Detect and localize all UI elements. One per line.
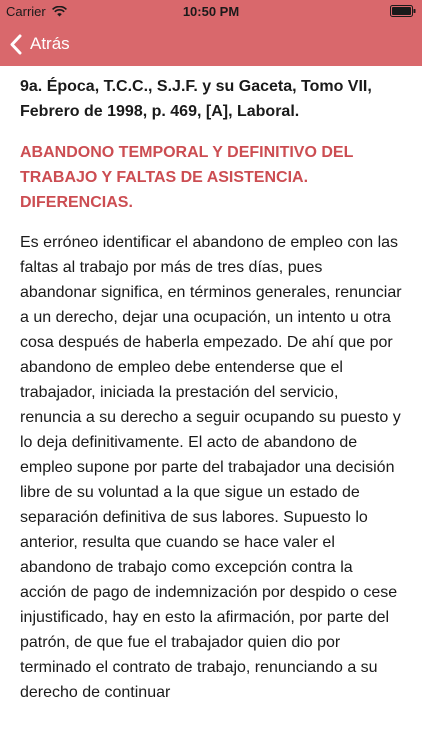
status-right bbox=[211, 5, 416, 17]
status-bar bbox=[0, 0, 422, 22]
status-left bbox=[6, 4, 211, 19]
back-button[interactable] bbox=[10, 34, 70, 55]
article-citation: 9a. Época, T.C.C., S.J.F. y su Gaceta, Tomo VII, Febrero de 1998, p. 469, [A], Laboral. bbox=[20, 78, 372, 120]
article-content[interactable] bbox=[0, 66, 422, 705]
article-body: Es erróneo identificar el abandono de empleo con las faltas al trabajo por más de tres días, pues abandonar significa, en términos generales, renunciar a un derecho, dejar una ocupación, un intento u otra cosa después de haberla empezado. De ahí que por abandono de empleo debe entenderse que el trabajador, iniciada la prestación del servicio, renuncia a su derecho a seguir ocupando su puesto y lo deja definitivamente. El acto de abandono de empleo supone por parte del trabajador una decisión libre de su voluntad a la que sigue un estado de separación definitiva de sus labores. Supuesto lo anterior, resulta que cuando se hace valer el abandono de trabajo como excepción contra la acción de pago de indemnización por despido o cese injustificado, hay en esto la afirmación, por parte del patrón, de que fue el trabajador quien dio por terminado el contrato de trabajo, renunciando a su derecho de continuar bbox=[20, 234, 402, 701]
back-label: Atrás bbox=[30, 34, 70, 53]
wifi-icon bbox=[52, 6, 67, 17]
battery-icon bbox=[390, 5, 416, 17]
chevron-left-icon bbox=[10, 34, 22, 55]
navigation-bar bbox=[0, 22, 422, 66]
status-time: 10:50 PM bbox=[182, 3, 240, 19]
carrier-label: Carrier bbox=[6, 3, 46, 19]
article-heading: ABANDONO TEMPORAL Y DEFINITIVO DEL TRABAJO Y FALTAS DE ASISTENCIA. DIFERENCIAS. bbox=[20, 144, 354, 211]
